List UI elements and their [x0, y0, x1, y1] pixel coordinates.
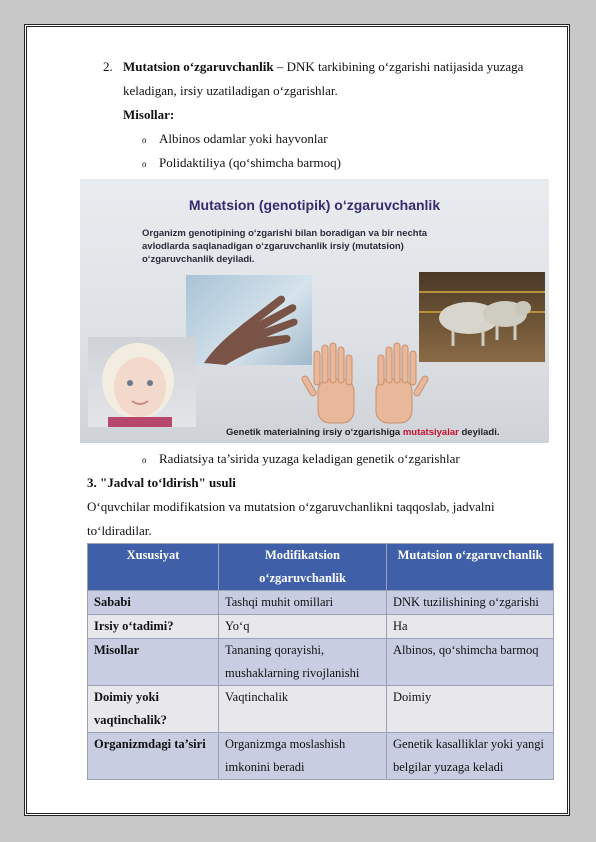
bullet-icon: o [142, 455, 147, 465]
table-row [88, 686, 554, 733]
hands-icon [300, 341, 430, 427]
child-portrait-icon [88, 337, 196, 427]
hand-photo [186, 275, 312, 365]
example-item: Radiatsiya ta’sirida yuzaga keladigan genetik o‘zgarishlar [159, 451, 460, 466]
table-cell: Organizmdagi ta’siri [88, 733, 219, 780]
table-cell: Misollar [88, 639, 219, 686]
section-paragraph-line-1: O‘quvchilar modifikatsion va mutatsion o‘zgaruvchanlikni taqqoslab, jadvalni [87, 499, 495, 514]
sheep-icon [419, 272, 545, 362]
table-row [88, 639, 554, 686]
table-cell: Yo‘q [219, 615, 387, 639]
term: Mutatsion o‘zgaruvchanlik [123, 59, 274, 74]
polydactyly-hands-photo [300, 341, 430, 427]
example-item: Albinos odamlar yoki hayvonlar [159, 131, 328, 146]
table-header-cell: Xususiyat [88, 544, 219, 591]
table-cell: Sababi [88, 591, 219, 615]
figure-title: Mutatsion (genotipik) o‘zgaruvchanlik [188, 197, 441, 213]
caption-text: Genetik materialning irsiy o‘zgarishiga [226, 427, 403, 438]
table-header-row [88, 544, 554, 591]
sheep-photo [419, 272, 545, 362]
table-cell: Doimiy yoki vaqtinchalik? [88, 686, 219, 733]
bullet-icon: o [142, 159, 147, 169]
table-cell: Genetik kasalliklar yoki yangi belgilar yuzaga keladi [387, 733, 554, 780]
bullet-icon: o [142, 135, 147, 145]
table-cell: Ha [387, 615, 554, 639]
comparison-table [87, 543, 554, 780]
table-cell: Irsiy o‘tadimi? [88, 615, 219, 639]
definition-line-2: keladigan, irsiy uzatiladigan o‘zgarishlar. [123, 83, 338, 98]
definition-text: – DNK tarkibining o‘zgarishi natijasida yuzaga [273, 59, 524, 74]
table-row [88, 615, 554, 639]
section-paragraph-line-2: to‘ldiradilar. [87, 523, 152, 538]
table-cell: Tashqi muhit omillari [219, 591, 387, 615]
table-row [88, 591, 554, 615]
table-header-cell: Mutatsion o‘zgaruvchanlik [387, 544, 554, 591]
table-cell: Albinos, qo‘shimcha barmoq [387, 639, 554, 686]
figure-description: Organizm genotipining o‘zgarishi bilan boradigan va bir nechta avlodlarda saqlanadigan o‘zgaruvchanlik irsiy (mutatsion) o‘zgaruvchanlik deyiladi. [142, 228, 428, 265]
section-heading: 3. "Jadval to‘ldirish" usuli [87, 475, 236, 490]
table-cell: Doimiy [387, 686, 554, 733]
table-row [88, 733, 554, 780]
figure-caption [226, 427, 500, 438]
table-cell: Tananing qorayishi, mushaklarning rivojlanishi [219, 639, 387, 686]
example-item: Polidaktiliya (qo‘shimcha barmoq) [159, 155, 341, 170]
table-cell: Vaqtinchalik [219, 686, 387, 733]
table-cell: Organizmga moslashish imkonini beradi [219, 733, 387, 780]
mutation-infographic [80, 179, 549, 443]
hand-icon [186, 275, 312, 365]
caption-end: deyiladi. [458, 427, 500, 438]
list-number: 2. [103, 59, 113, 74]
definition-line-1 [123, 59, 523, 75]
table-header-cell: Modifikatsion o‘zgaruvchanlik [219, 544, 387, 591]
examples-label: Misollar: [123, 107, 175, 122]
table-cell: DNK tuzilishining o‘zgarishi [387, 591, 554, 615]
document-page [24, 24, 570, 816]
caption-highlight: mutatsiyalar [402, 427, 459, 438]
albino-child-photo [88, 337, 196, 427]
